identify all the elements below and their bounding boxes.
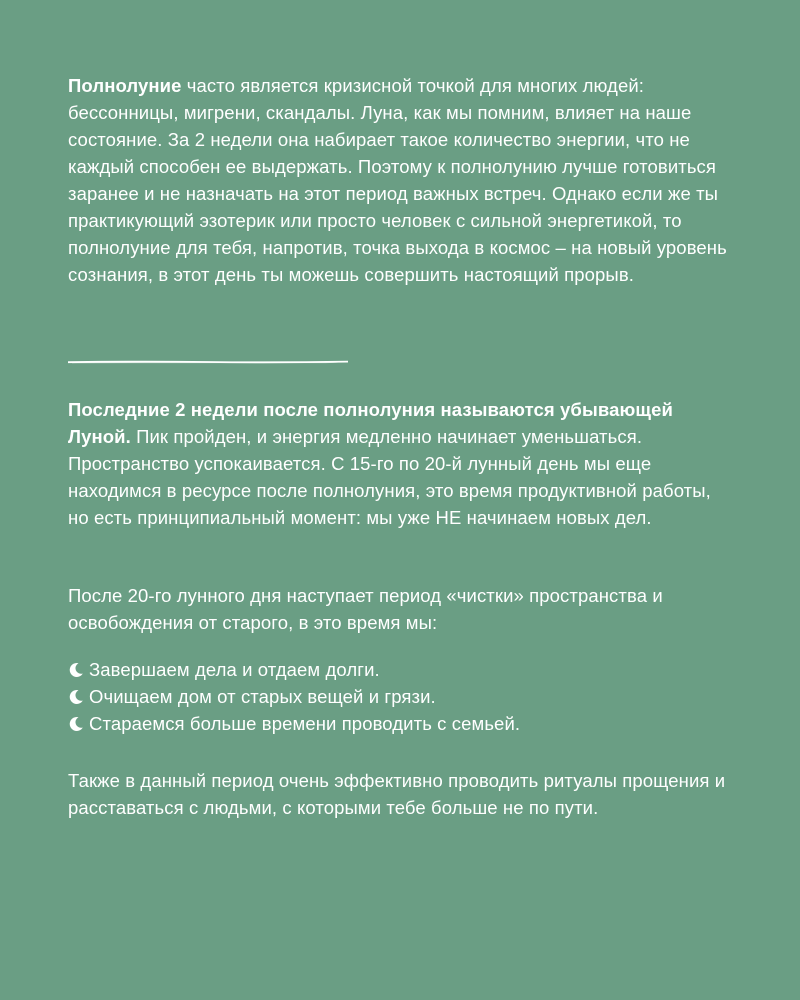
list-item [68,683,728,710]
full-moon-body: часто является кризисной точкой для многих людей: бессонницы, мигрени, скандалы. Луна, как мы помним, влияет на наше состояние. За 2 недели она набирает такое количество энергии, что не каждый способен ее выдержать. Поэтому к полнолунию лучше готовиться заранее и не назначать на этот период важных встреч. Однако если же ты практикующий эзотерик или просто человек с сильной энергетикой, то полнолуние для тебя, напротив, точка выхода в космос – на новый уровень сознания, в этот день ты можешь совершить настоящий прорыв. [68,75,727,285]
list-item [68,656,728,683]
cleaning-list [68,656,728,737]
waning-moon-body: Пик пройден, и энергия медленно начинает уменьшаться. Пространство успокаивается. С 15-го по 20-й лунный день мы еще находимся в ресурсе после полнолуния, это время продуктивной работы, но есть принципиальный момент: мы уже НЕ начинаем новых дел. [68,426,711,528]
full-moon-paragraph [68,72,728,288]
crescent-moon-icon [68,716,84,732]
list-item-text: Очищаем дом от старых вещей и грязи. [89,686,436,707]
list-item [68,710,728,737]
rituals-paragraph [68,767,728,821]
crescent-moon-icon [68,689,84,705]
waning-moon-heading: Последние 2 недели после полнолуния называются убывающей Луной. [68,399,673,447]
full-moon-heading: Полнолуние [68,75,182,96]
rituals-text: Также в данный период очень эффективно проводить ритуалы прощения и расставаться с людьми, с которыми тебе больше не по пути. [68,770,726,818]
cleaning-period-intro: После 20-го лунного дня наступает период «чистки» пространства и освобождения от старого, в это время мы: [68,585,663,633]
waning-moon-paragraph [68,396,728,531]
list-item-text: Завершаем дела и отдаем долги. [89,659,380,680]
waning-moon-text [68,396,728,531]
full-moon-text [68,72,728,288]
cleaning-period-section [68,582,728,737]
list-item-text: Стараемся больше времени проводить с семьей. [89,713,521,734]
divider-line [68,359,348,365]
crescent-moon-icon [68,662,84,678]
